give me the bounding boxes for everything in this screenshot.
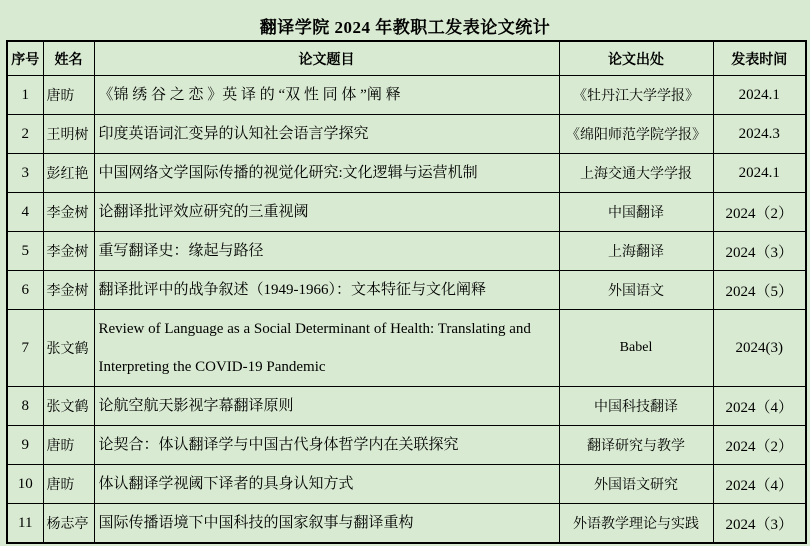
publish-date: 2024（3） [713,232,806,271]
table-row [7,465,806,504]
papers-table [6,40,807,544]
table-row [7,193,806,232]
paper-title: 中国网络文学国际传播的视觉化研究:文化逻辑与运营机制 [94,154,559,193]
table-row [7,504,806,544]
table-body [7,76,806,544]
table-row [7,387,806,426]
paper-title: 《锦 绣 谷 之 恋 》英 译 的 “双 性 同 体 ”阐 释 [94,76,559,115]
paper-title: 印度英语词汇变异的认知社会语言学探究 [94,115,559,154]
header-name: 姓名 [43,41,94,76]
paper-source: 外语教学理论与实践 [559,504,713,544]
paper-title: 国际传播语境下中国科技的国家叙事与翻译重构 [94,504,559,544]
row-number: 11 [7,504,43,544]
row-number: 6 [7,271,43,310]
publish-date: 2024.3 [713,115,806,154]
paper-title: 重写翻译史：缘起与路径 [94,232,559,271]
publish-date: 2024（2） [713,193,806,232]
paper-title: 翻译批评中的战争叙述（1949-1966）：文本特征与文化阐释 [94,271,559,310]
row-number: 10 [7,465,43,504]
row-number: 7 [7,310,43,387]
header-paper: 论文题目 [94,41,559,76]
paper-source: 《绵阳师范学院学报》 [559,115,713,154]
paper-source: 中国翻译 [559,193,713,232]
table-row [7,271,806,310]
row-number: 4 [7,193,43,232]
paper-source: 上海翻译 [559,232,713,271]
author-name: 张文鹤 [43,310,94,387]
header-time: 发表时间 [713,41,806,76]
table-header [7,41,806,76]
table-row [7,76,806,115]
row-number: 2 [7,115,43,154]
publish-date: 2024（2） [713,426,806,465]
table-row [7,115,806,154]
author-name: 李金树 [43,232,94,271]
paper-source: 外国语文 [559,271,713,310]
paper-title: Review of Language as a Social Determinant of Health: Translating and Interpreting the COVID-19 Pandemic [94,310,559,387]
table-row [7,232,806,271]
author-name: 李金树 [43,193,94,232]
paper-source: 《牡丹江大学学报》 [559,76,713,115]
paper-title: 体认翻译学视阈下译者的具身认知方式 [94,465,559,504]
paper-source: 外国语文研究 [559,465,713,504]
header-row [7,41,806,76]
author-name: 李金树 [43,271,94,310]
publish-date: 2024（5） [713,271,806,310]
author-name: 唐昉 [43,426,94,465]
author-name: 王明树 [43,115,94,154]
author-name: 唐昉 [43,465,94,504]
row-number: 5 [7,232,43,271]
publish-date: 2024（4） [713,387,806,426]
author-name: 杨志亭 [43,504,94,544]
header-no: 序号 [7,41,43,76]
author-name: 彭红艳 [43,154,94,193]
row-number: 8 [7,387,43,426]
author-name: 张文鹤 [43,387,94,426]
paper-title: 论翻译批评效应研究的三重视阈 [94,193,559,232]
row-number: 3 [7,154,43,193]
table-row [7,310,806,387]
publish-date: 2024(3) [713,310,806,387]
publish-date: 2024（3） [713,504,806,544]
page-title: 翻译学院 2024 年教职工发表论文统计 [259,18,551,37]
author-name: 唐昉 [43,76,94,115]
header-source: 论文出处 [559,41,713,76]
table-row [7,426,806,465]
table-row [7,154,806,193]
paper-source: 上海交通大学学报 [559,154,713,193]
paper-title: 论契合：体认翻译学与中国古代身体哲学内在关联探究 [94,426,559,465]
paper-source: 中国科技翻译 [559,387,713,426]
row-number: 9 [7,426,43,465]
publish-date: 2024（4） [713,465,806,504]
row-number: 1 [7,76,43,115]
publish-date: 2024.1 [713,154,806,193]
paper-source: Babel [559,310,713,387]
paper-source: 翻译研究与教学 [559,426,713,465]
publish-date: 2024.1 [713,76,806,115]
paper-title: 论航空航天影视字幕翻译原则 [94,387,559,426]
